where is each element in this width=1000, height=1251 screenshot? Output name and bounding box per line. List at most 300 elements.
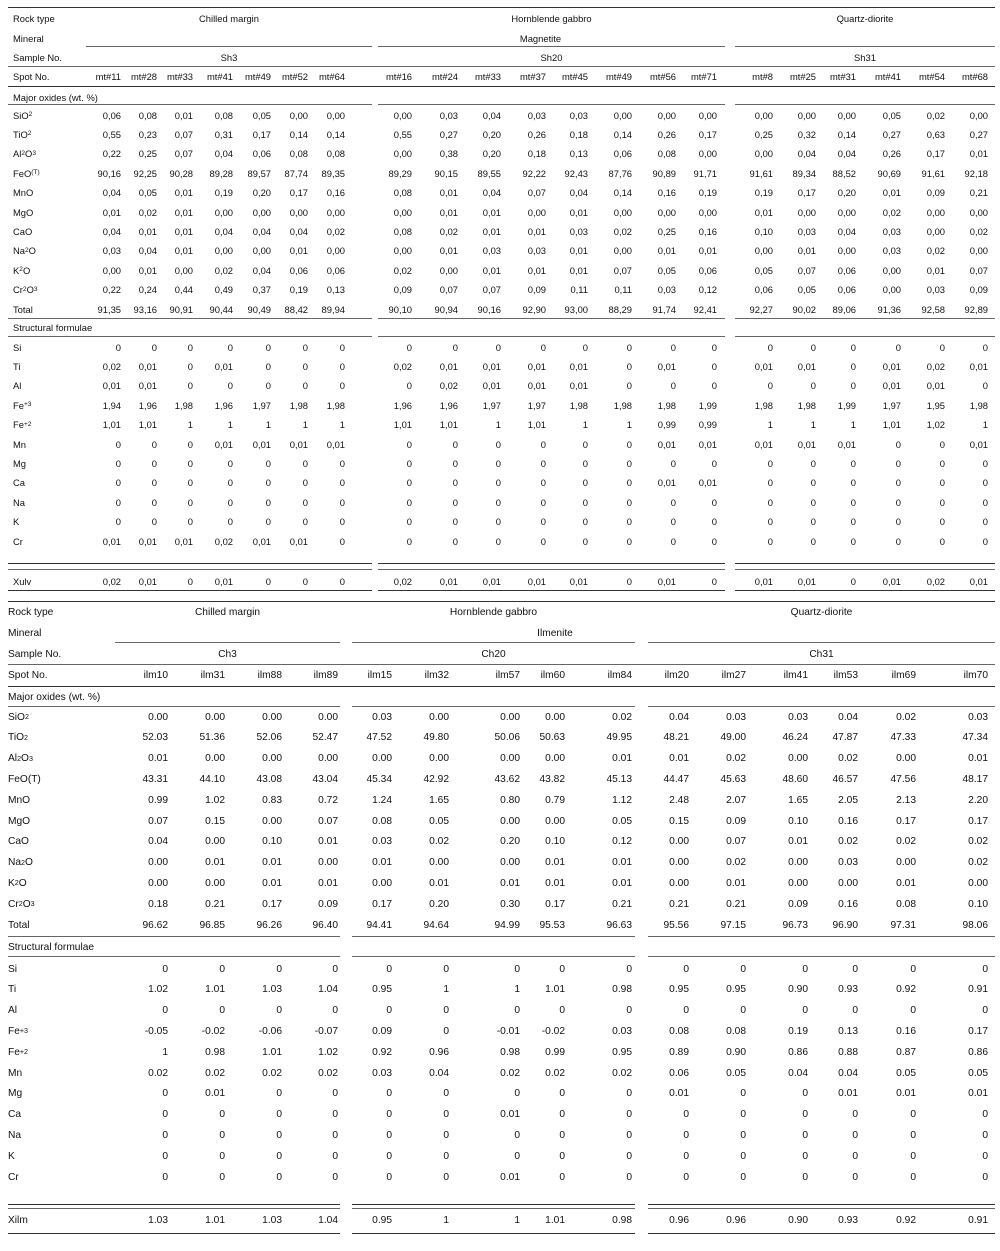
section-rule — [8, 104, 372, 105]
top-rule — [8, 601, 995, 602]
data-cell: 92,43 — [564, 167, 588, 179]
data-cell: 1 — [162, 1046, 168, 1058]
data-cell: 0,00 — [754, 109, 773, 121]
data-cell: 0 — [740, 1171, 746, 1183]
data-cell: 0,01 — [754, 206, 773, 218]
data-cell: 49.95 — [606, 732, 632, 744]
data-cell: 1 — [187, 419, 193, 431]
data-cell: 0,02 — [138, 206, 157, 218]
data-cell: 0 — [514, 1129, 520, 1141]
data-cell: 0.83 — [262, 794, 282, 806]
data-cell: 0.00 — [262, 753, 282, 765]
data-cell: 0.00 — [429, 753, 449, 765]
data-cell: 0.00 — [896, 753, 916, 765]
data-cell: 0,38 — [439, 148, 458, 160]
data-cell: 0.00 — [500, 711, 520, 723]
row-label: MgO — [13, 206, 34, 218]
data-cell: 0,06 — [289, 264, 308, 276]
sample-number: Ch31 — [809, 648, 834, 660]
data-cell: 0,01 — [214, 575, 233, 587]
table-row — [0, 708, 1000, 726]
data-cell: 1.65 — [429, 794, 449, 806]
data-cell: 0 — [850, 516, 856, 528]
data-cell: 89,57 — [247, 167, 271, 179]
data-cell: 0 — [683, 1005, 689, 1017]
data-cell: 0 — [406, 341, 412, 353]
data-cell: 0,04 — [252, 264, 271, 276]
data-cell: 0,02 — [214, 264, 233, 276]
data-cell: 0 — [939, 477, 945, 489]
data-cell: 0.80 — [500, 794, 520, 806]
spot-number: ilm53 — [833, 669, 858, 681]
data-cell: 0 — [711, 535, 717, 547]
data-cell: 0.92 — [896, 984, 916, 996]
data-cell: 0,26 — [882, 148, 901, 160]
data-cell: 1 — [582, 419, 588, 431]
data-cell: 90,16 — [97, 167, 121, 179]
sample-number: Sh20 — [540, 51, 563, 63]
data-cell: 0 — [276, 1109, 282, 1121]
data-cell: 0,00 — [393, 109, 412, 121]
data-cell: 0 — [895, 535, 901, 547]
data-cell: 0,01 — [969, 148, 988, 160]
data-cell: 0.00 — [205, 753, 225, 765]
table-row — [0, 243, 1000, 259]
data-cell: 0.20 — [500, 836, 520, 848]
data-cell: 1.04 — [318, 1214, 338, 1226]
data-cell: 0,00 — [214, 206, 233, 218]
data-cell: 0,03 — [797, 225, 816, 237]
sample-label: Sample No. — [13, 51, 62, 63]
data-cell: 44.10 — [199, 773, 225, 785]
table-row — [0, 146, 1000, 162]
data-cell: 0,11 — [614, 284, 632, 296]
data-cell: 0 — [540, 496, 546, 508]
section-rule — [735, 104, 995, 105]
data-cell: 0.07 — [726, 836, 746, 848]
data-cell: 1,97 — [252, 399, 271, 411]
end-rule — [735, 569, 995, 570]
data-cell: 0,00 — [174, 264, 193, 276]
data-cell: 0 — [276, 1171, 282, 1183]
end-rule — [8, 569, 372, 570]
data-cell: 0 — [802, 963, 808, 975]
data-cell: 0 — [514, 1150, 520, 1162]
end-rule — [648, 1208, 995, 1209]
data-cell: 0 — [514, 1088, 520, 1100]
data-cell: 0,05 — [657, 264, 676, 276]
data-cell: 0.21 — [726, 898, 746, 910]
row-label: Fe +3 — [13, 399, 32, 411]
data-cell: 0 — [559, 1150, 565, 1162]
section-heading — [0, 688, 1000, 706]
data-cell: 89,06 — [832, 303, 856, 315]
table-row — [0, 981, 1000, 999]
data-cell: 47.33 — [890, 732, 916, 744]
data-cell: 0.95 — [726, 984, 746, 996]
data-cell: 0,08 — [214, 109, 233, 121]
data-cell: 0,01 — [102, 535, 121, 547]
data-cell: 0.10 — [545, 836, 565, 848]
data-cell: 0 — [582, 457, 588, 469]
row-label: Al — [8, 1005, 18, 1017]
total-rule — [378, 318, 725, 319]
data-cell: 0 — [151, 457, 157, 469]
table-row — [0, 874, 1000, 892]
data-cell: 0.04 — [429, 1067, 449, 1079]
data-cell: 0,02 — [393, 360, 412, 372]
data-cell: 43.31 — [142, 773, 168, 785]
data-cell: 0 — [339, 535, 345, 547]
data-cell: 0,01 — [754, 575, 773, 587]
data-cell: 0 — [895, 516, 901, 528]
data-cell: 0,01 — [569, 360, 588, 372]
data-cell: 0.00 — [205, 877, 225, 889]
data-cell: 0,00 — [527, 206, 546, 218]
data-cell: 0.98 — [205, 1046, 225, 1058]
data-cell: 0,07 — [527, 187, 546, 199]
data-cell: 1 — [514, 984, 520, 996]
data-cell: 0.02 — [726, 753, 746, 765]
data-cell: 0,09 — [527, 284, 546, 296]
spot-number: mt#41 — [206, 70, 233, 82]
data-cell: 0,01 — [289, 438, 308, 450]
data-cell: 0 — [683, 1171, 689, 1183]
data-cell: 0 — [406, 438, 412, 450]
data-cell: 0 — [265, 380, 271, 392]
data-cell: 0 — [850, 535, 856, 547]
data-cell: 0 — [276, 1088, 282, 1100]
data-cell: 0 — [187, 341, 193, 353]
data-cell: 0 — [495, 477, 501, 489]
data-cell: 92,41 — [693, 303, 717, 315]
data-cell: 93,00 — [564, 303, 588, 315]
data-cell: 0 — [982, 380, 988, 392]
data-cell: 0,08 — [289, 148, 308, 160]
data-cell: 0 — [939, 516, 945, 528]
data-cell: 0.93 — [838, 1214, 858, 1226]
data-cell: 1,01 — [138, 419, 157, 431]
data-cell: 1 — [227, 419, 233, 431]
data-cell: 0 — [767, 496, 773, 508]
data-cell: 0 — [443, 1088, 449, 1100]
data-cell: 0 — [495, 516, 501, 528]
bottom-rule — [378, 590, 725, 591]
data-cell: 0.09 — [726, 815, 746, 827]
table-row — [0, 185, 1000, 201]
table-row — [0, 262, 1000, 278]
section-rule — [8, 336, 372, 337]
data-cell: 0,37 — [252, 284, 271, 296]
row-label: Fe +2 — [8, 1046, 29, 1058]
data-cell: 0,00 — [926, 225, 945, 237]
data-cell: 0,14 — [326, 128, 345, 140]
data-cell: 0.00 — [148, 877, 168, 889]
data-cell: 0 — [582, 516, 588, 528]
data-cell: 1 — [443, 1214, 449, 1226]
data-cell: 0 — [227, 341, 233, 353]
data-cell: 49.00 — [720, 732, 746, 744]
data-cell: 0,01 — [527, 360, 546, 372]
data-cell: 1 — [443, 984, 449, 996]
data-cell: 0,01 — [174, 206, 193, 218]
data-cell: 0,06 — [613, 148, 632, 160]
data-cell: 0,03 — [882, 245, 901, 257]
data-cell: 0 — [219, 1171, 225, 1183]
data-cell: 0 — [626, 575, 632, 587]
data-cell: 0,00 — [214, 245, 233, 257]
data-cell: 0,04 — [214, 148, 233, 160]
data-cell: 0 — [227, 477, 233, 489]
data-cell: 1,96 — [393, 399, 412, 411]
data-cell: 0 — [540, 477, 546, 489]
data-cell: 0.98 — [612, 984, 632, 996]
data-cell: 0,01 — [439, 575, 458, 587]
data-cell: 0.01 — [968, 753, 988, 765]
data-cell: 0,01 — [926, 380, 945, 392]
data-cell: 0 — [495, 496, 501, 508]
data-cell: 0.19 — [788, 1025, 808, 1037]
spot-number: mt#28 — [130, 70, 157, 82]
data-cell: 0,01 — [174, 109, 193, 121]
data-cell: 0 — [802, 1129, 808, 1141]
table-row — [0, 1022, 1000, 1040]
data-cell: 0,01 — [969, 438, 988, 450]
data-cell: 0,00 — [326, 245, 345, 257]
mineral-label: Mineral — [13, 32, 44, 44]
data-cell: 0 — [443, 1171, 449, 1183]
data-cell: -0.05 — [144, 1025, 168, 1037]
data-cell: 0,55 — [393, 128, 412, 140]
data-cell: 96.40 — [312, 919, 338, 931]
data-cell: 0 — [982, 1129, 988, 1141]
data-cell: 0.15 — [205, 815, 225, 827]
data-cell: 0 — [740, 1150, 746, 1162]
oxides-section-label: Major oxides (wt. %) — [8, 691, 101, 703]
data-cell: 0,05 — [797, 284, 816, 296]
data-cell: 0 — [443, 963, 449, 975]
data-cell: 0 — [452, 457, 458, 469]
data-cell: 2.20 — [968, 794, 988, 806]
data-cell: 0,02 — [439, 380, 458, 392]
data-cell: 0.01 — [669, 753, 689, 765]
data-cell: 1,01 — [527, 419, 546, 431]
data-cell: 0 — [740, 1005, 746, 1017]
data-cell: 0.89 — [669, 1046, 689, 1058]
data-cell: -0.01 — [496, 1025, 520, 1037]
data-cell: 0 — [711, 516, 717, 528]
data-cell: 0 — [626, 1005, 632, 1017]
data-cell: 94.64 — [423, 919, 449, 931]
data-cell: 0,17 — [252, 128, 271, 140]
table-row — [0, 854, 1000, 872]
row-label: Al — [13, 380, 22, 392]
data-cell: 0.01 — [612, 877, 632, 889]
data-cell: 1,96 — [138, 399, 157, 411]
data-cell: 0,01 — [174, 225, 193, 237]
section-rule — [378, 104, 725, 105]
data-cell: 0 — [265, 477, 271, 489]
data-cell: 0,01 — [837, 438, 856, 450]
table-row — [0, 916, 1000, 934]
data-cell: 0,00 — [797, 206, 816, 218]
data-cell: 0,10 — [754, 225, 773, 237]
data-cell: 0.08 — [896, 898, 916, 910]
spot-number: mt#33 — [474, 70, 501, 82]
data-cell: 0.96 — [726, 1214, 746, 1226]
data-cell: 0,00 — [797, 109, 816, 121]
data-cell: 96.26 — [256, 919, 282, 931]
data-cell: 0.01 — [262, 857, 282, 869]
data-cell: -0.06 — [258, 1025, 282, 1037]
table-row — [0, 301, 1000, 317]
data-cell: 0.95 — [612, 1046, 632, 1058]
data-cell: 0 — [802, 1005, 808, 1017]
data-cell: 0.02 — [612, 1067, 632, 1079]
data-cell: 51.36 — [199, 732, 225, 744]
data-cell: 0,00 — [698, 206, 717, 218]
table-row — [0, 1106, 1000, 1124]
data-cell: -0.07 — [314, 1025, 338, 1037]
total-rule — [8, 318, 372, 319]
end-member-row — [0, 573, 1000, 589]
row-label: Cr 2 O 3 — [8, 898, 35, 910]
data-cell: 45.63 — [720, 773, 746, 785]
mineral-label: Mineral — [8, 627, 42, 639]
data-cell: 0,27 — [882, 128, 901, 140]
data-cell: 0,09 — [969, 284, 988, 296]
row-label: Total — [13, 303, 33, 315]
data-cell: 0.00 — [788, 753, 808, 765]
data-cell: 1,01 — [393, 419, 412, 431]
spot-number: mt#33 — [166, 70, 193, 82]
data-cell: 0 — [559, 1129, 565, 1141]
data-cell: 91,74 — [652, 303, 676, 315]
data-cell: 0 — [302, 341, 308, 353]
data-cell: 1,98 — [289, 399, 308, 411]
data-cell: 0.10 — [968, 898, 988, 910]
data-cell: 0,07 — [174, 128, 193, 140]
table-row — [0, 436, 1000, 452]
data-cell: 0 — [219, 1150, 225, 1162]
data-cell: 0 — [386, 1150, 392, 1162]
data-cell: 0 — [626, 963, 632, 975]
total-rule — [8, 936, 340, 937]
rock-type-label: Rock type — [13, 12, 55, 24]
data-cell: 0 — [115, 516, 121, 528]
data-cell: 0 — [626, 360, 632, 372]
table-row — [0, 475, 1000, 491]
data-cell: 0.79 — [545, 794, 565, 806]
spot-number: mt#8 — [752, 70, 773, 82]
data-cell: 0 — [339, 496, 345, 508]
data-cell: 0.00 — [500, 815, 520, 827]
data-cell: 0,01 — [882, 187, 901, 199]
data-cell: 0.00 — [372, 753, 392, 765]
data-cell: 0 — [187, 575, 193, 587]
data-cell: 0 — [982, 341, 988, 353]
data-cell: 0,04 — [797, 148, 816, 160]
rock-type-row — [0, 603, 1000, 621]
data-cell: 0,49 — [214, 284, 233, 296]
data-cell: 0 — [626, 438, 632, 450]
data-cell: 0,00 — [613, 206, 632, 218]
data-cell: 0.96 — [669, 1214, 689, 1226]
spot-number: mt#25 — [789, 70, 816, 82]
data-cell: 0 — [740, 963, 746, 975]
data-cell: 0,02 — [326, 225, 345, 237]
data-cell: 0 — [302, 477, 308, 489]
data-cell: 0 — [339, 516, 345, 528]
data-cell: 97.31 — [890, 919, 916, 931]
data-cell: 0,01 — [527, 380, 546, 392]
sample-number: Ch20 — [481, 648, 506, 660]
data-cell: 0,04 — [482, 187, 501, 199]
data-cell: 0 — [452, 341, 458, 353]
data-cell: 1,99 — [837, 399, 856, 411]
row-label: Mn — [13, 438, 27, 450]
data-cell: 92,58 — [921, 303, 945, 315]
data-cell: 0,01 — [926, 264, 945, 276]
data-cell: 0,05 — [138, 187, 157, 199]
table-row — [0, 126, 1000, 142]
data-cell: 0.02 — [896, 711, 916, 723]
data-cell: 0 — [802, 1088, 808, 1100]
data-cell: 0,03 — [657, 284, 676, 296]
data-cell: 0 — [276, 1150, 282, 1162]
data-cell: 43.82 — [539, 773, 565, 785]
data-cell: 0,09 — [393, 284, 412, 296]
data-cell: 0 — [187, 360, 193, 372]
data-cell: -0.02 — [201, 1025, 225, 1037]
data-cell: 0 — [386, 1171, 392, 1183]
data-cell: 0 — [810, 477, 816, 489]
data-cell: 0 — [626, 1150, 632, 1162]
data-cell: 0 — [302, 575, 308, 587]
data-cell: 0.02 — [838, 753, 858, 765]
table-row — [0, 1043, 1000, 1061]
data-cell: 0.06 — [669, 1067, 689, 1079]
data-cell: 0 — [540, 341, 546, 353]
data-cell: 52.06 — [256, 732, 282, 744]
data-cell: 0,03 — [569, 225, 588, 237]
data-cell: 42.92 — [423, 773, 449, 785]
data-cell: 0,01 — [797, 360, 816, 372]
data-cell: 0,01 — [527, 575, 546, 587]
data-cell: 0.17 — [896, 815, 916, 827]
data-cell: 0,08 — [393, 187, 412, 199]
data-cell: 0 — [767, 535, 773, 547]
row-label: TiO 2 — [13, 128, 32, 140]
data-cell: 0 — [339, 341, 345, 353]
data-cell: 0.00 — [318, 753, 338, 765]
data-cell: 0,07 — [969, 264, 988, 276]
data-cell: 0,00 — [926, 206, 945, 218]
data-cell: 90,89 — [652, 167, 676, 179]
data-cell: 0,32 — [797, 128, 816, 140]
data-cell: 0,00 — [882, 284, 901, 296]
data-cell: 0 — [115, 477, 121, 489]
data-cell: 0 — [495, 457, 501, 469]
data-cell: 0,00 — [289, 109, 308, 121]
data-cell: 0.96 — [429, 1046, 449, 1058]
rock-type-header: Hornblende gabbro — [449, 606, 538, 618]
data-cell: 0.01 — [968, 1088, 988, 1100]
table-row — [0, 165, 1000, 181]
data-cell: 0.00 — [372, 877, 392, 889]
data-cell: 0 — [895, 438, 901, 450]
data-cell: 0,00 — [969, 245, 988, 257]
